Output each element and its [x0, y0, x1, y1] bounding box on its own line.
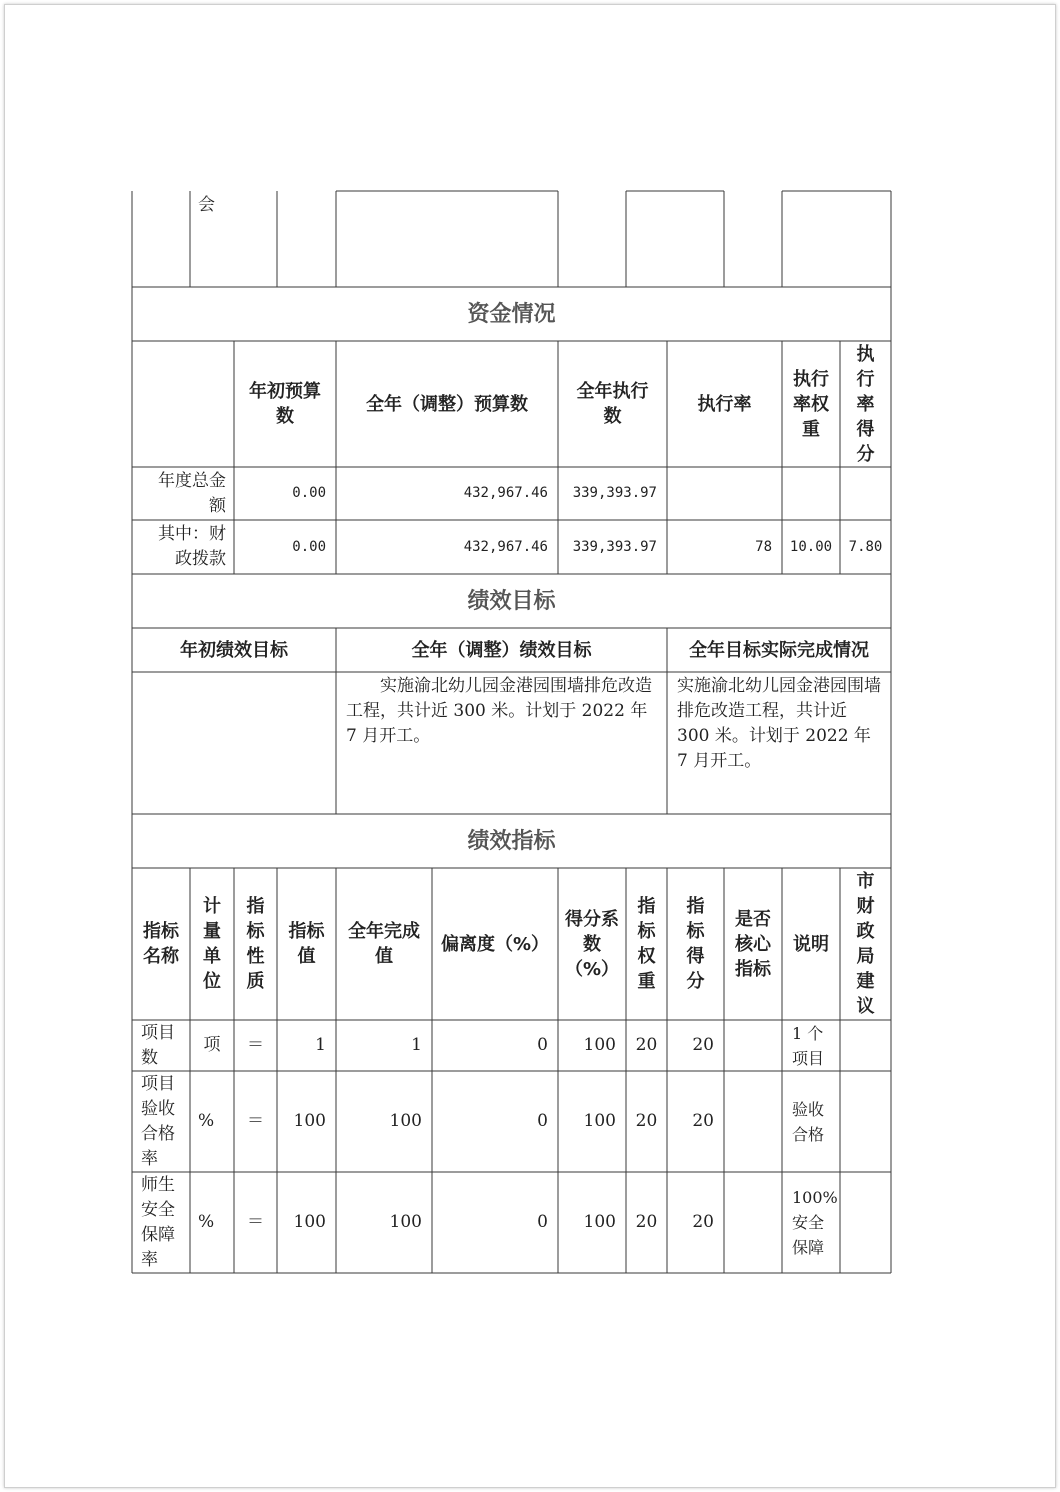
indicator-weight: 20	[635, 1035, 658, 1055]
header-indicator-name: 指标名称	[143, 921, 179, 967]
header-rate-score: 执行率得分	[856, 343, 875, 465]
funding-row-label: 年度总金额	[158, 470, 226, 516]
funding-score-value: 7.80	[848, 538, 883, 555]
indicator-note: 100%安全保障	[792, 1188, 838, 1257]
funding-rate-value	[667, 467, 782, 520]
header-score-coefficient: 得分系数（%）	[564, 908, 620, 980]
indicator-score: 20	[692, 1111, 714, 1131]
indicator-score-coefficient: 100	[583, 1212, 616, 1232]
adjusted-goal-text: 实施渝北幼儿园金港园围墙排危改造工程，共计近 300 米。计划于 2022 年 7 月开工。	[346, 676, 652, 746]
actual-completion-text: 实施渝北幼儿园金港园围墙排危改造工程，共计近 300 米。计划于 2022 年 7 月开工。	[677, 676, 881, 771]
header-note: 说明	[793, 933, 829, 955]
indicator-target-value: 1	[315, 1035, 326, 1055]
header-core-indicator: 是否核心指标	[735, 908, 771, 980]
funding-row-label: 其中：财政拨款	[158, 524, 226, 569]
indicators-section-title: 绩效指标	[467, 828, 556, 854]
header-finance-advice: 市财政局建议	[856, 871, 875, 1017]
indicator-name: 项目验收合格率	[141, 1073, 175, 1169]
indicator-name: 师生安全保障率	[141, 1174, 175, 1270]
header-execution-rate: 执行率	[697, 393, 752, 415]
fragment-cell: 会	[198, 195, 215, 215]
indicator-core	[724, 1020, 782, 1071]
funding-weight-value: 10.00	[789, 538, 833, 555]
header-adjusted-budget: 全年（调整）预算数	[366, 393, 528, 415]
indicator-completed-value: 100	[389, 1212, 422, 1232]
header-actual-completion: 全年目标实际完成情况	[689, 639, 869, 661]
indicator-advice	[840, 1172, 891, 1273]
header-initial-budget: 年初预算数	[249, 381, 321, 427]
header-initial-goal: 年初绩效目标	[180, 639, 288, 661]
indicator-weight: 20	[635, 1111, 658, 1131]
indicator-advice	[840, 1071, 891, 1172]
funding-initial-value: 0.00	[292, 485, 326, 501]
indicator-name: 项目数	[141, 1022, 175, 1068]
indicator-unit: %	[198, 1111, 215, 1131]
header-target-value: 指标值	[288, 921, 325, 967]
indicator-completed-value: 1	[411, 1035, 422, 1055]
indicator-nature: ＝	[247, 1111, 264, 1131]
header-adjusted-goal: 全年（调整）绩效目标	[411, 639, 592, 661]
indicator-deviation: 0	[537, 1111, 548, 1131]
goals-section-title: 绩效目标	[467, 588, 556, 614]
header-completed-value: 全年完成值	[348, 921, 420, 967]
indicator-target-value: 100	[293, 1111, 326, 1131]
funding-initial-value: 0.00	[292, 538, 326, 555]
indicator-target-value: 100	[293, 1212, 326, 1232]
indicator-nature: ＝	[247, 1035, 264, 1055]
initial-goal-text	[132, 672, 336, 814]
funding-executed-value: 339,393.97	[572, 485, 657, 501]
indicator-core	[724, 1172, 782, 1273]
indicator-advice	[840, 1020, 891, 1071]
indicator-unit: %	[198, 1212, 215, 1232]
header-nature: 指标性质	[246, 896, 265, 992]
funding-weight-value	[782, 467, 840, 520]
funding-adjusted-value: 432,967.46	[463, 538, 548, 555]
indicator-deviation: 0	[537, 1212, 548, 1232]
indicator-weight: 20	[635, 1212, 658, 1232]
funding-section-title: 资金情况	[467, 301, 556, 327]
header-unit: 计量单位	[203, 896, 221, 992]
header-indicator-weight: 指标权重	[637, 896, 656, 992]
indicator-deviation: 0	[537, 1035, 548, 1055]
indicator-score-coefficient: 100	[583, 1035, 616, 1055]
indicator-note: 1 个项目	[792, 1023, 825, 1068]
funding-executed-value: 339,393.97	[572, 538, 657, 555]
header-rate-weight: 执行率权重	[793, 368, 829, 440]
header-indicator-score: 指标得分	[686, 896, 705, 992]
indicator-core	[724, 1071, 782, 1172]
indicator-score-coefficient: 100	[583, 1111, 616, 1131]
indicator-completed-value: 100	[389, 1111, 422, 1131]
funding-score-value	[840, 467, 891, 520]
indicator-unit: 项	[203, 1035, 221, 1055]
funding-adjusted-value: 432,967.46	[463, 485, 548, 501]
indicator-note: 验收合格	[792, 1099, 825, 1144]
funding-rate-value: 78	[755, 538, 772, 555]
indicator-score: 20	[692, 1212, 714, 1232]
header-deviation: 偏离度（%）	[440, 933, 550, 955]
indicator-nature: ＝	[247, 1212, 264, 1232]
header-executed: 全年执行数	[576, 381, 649, 427]
indicator-score: 20	[692, 1035, 714, 1055]
